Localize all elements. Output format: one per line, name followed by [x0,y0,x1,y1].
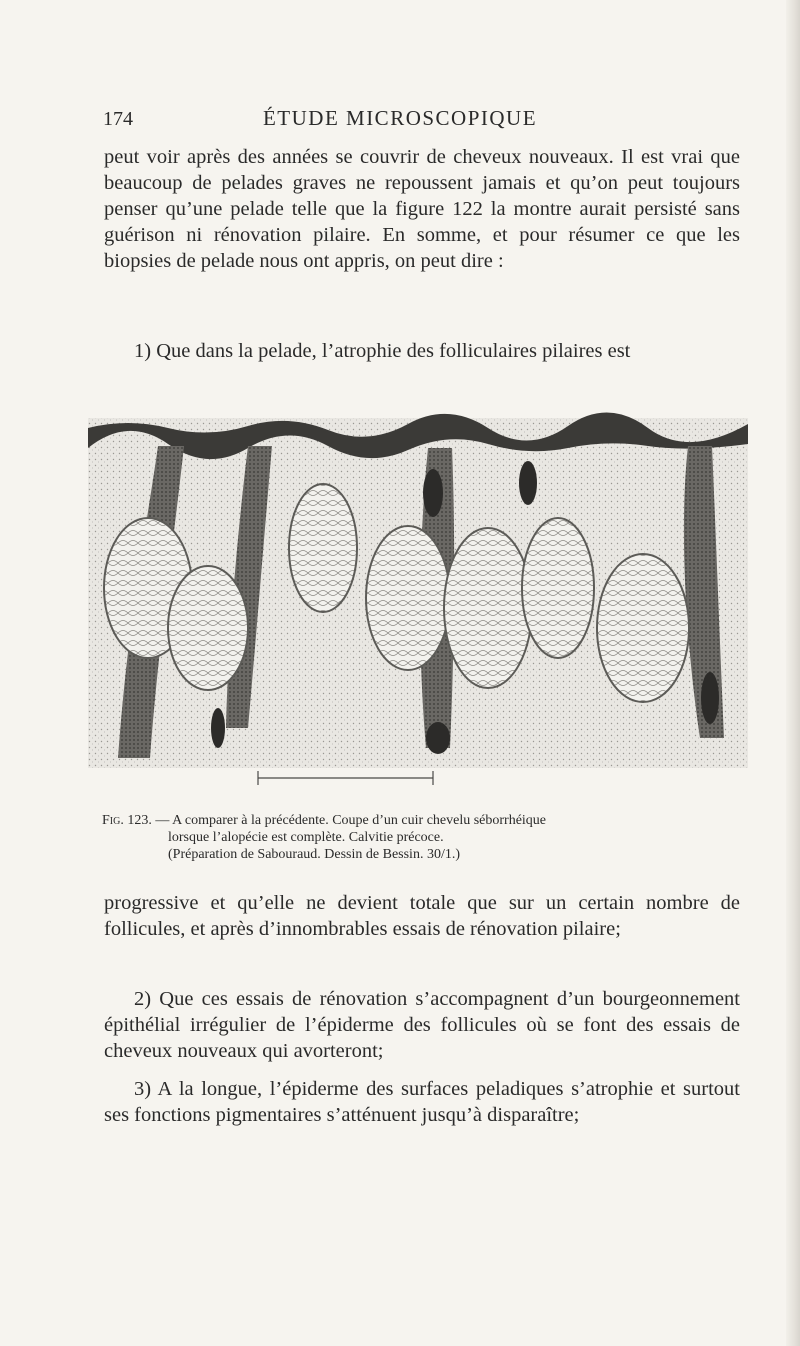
list-item-2: 2) Que ces essais de rénovation s’accompagnent d’un bourgeonnement épithélial irrégulier de l’épiderme des follicules où se font des essais de cheveux nouveaux qui avorteront; [104,988,740,1062]
paragraph-2: progressive et qu’elle ne devient totale que sur un certain nombre de follicules, et après d’innombrables essais de rénovation pilaire; [104,892,740,940]
caption-line-3: (Préparation de Sabouraud. Dessin de Bessin. 30/1.) [168,847,460,862]
list-item-1: 1) Que dans la pelade, l’atrophie des folliculaires pilaires est [134,340,631,362]
list-item-3: 3) A la longue, l’épiderme des surfaces peladiques s’atrophie et surtout ses fonctions pigmentaires s’atténuent jusqu’à disparaître; [104,1078,740,1126]
running-head: ÉTUDE MICROSCOPIQUE [262,106,538,130]
figure-label: Fig. 123. — [102,813,170,828]
caption-line-2: lorsque l’alopécie est complète. Calvitie précoce. [168,830,444,845]
paragraph-1: peut voir après des années se couvrir de cheveux nouveaux. Il est vrai que beaucoup de pelades graves ne repoussent jamais et qu’on peut toujours penser qu’une pelade telle que la figure 122 la montre aurait persisté sans guérison ni rénovation pilaire. En somme, et pour résumer ce que les biopsies de pelade nous ont appris, on peut dire : [104,146,740,272]
page-number: 174 [103,108,133,130]
histology-illustration [88,398,748,803]
page-edge [786,0,800,1346]
caption-line-1: A comparer à la précédente. Coupe d’un cuir chevelu séborrhéique [172,813,547,828]
figure-caption [102,812,752,863]
